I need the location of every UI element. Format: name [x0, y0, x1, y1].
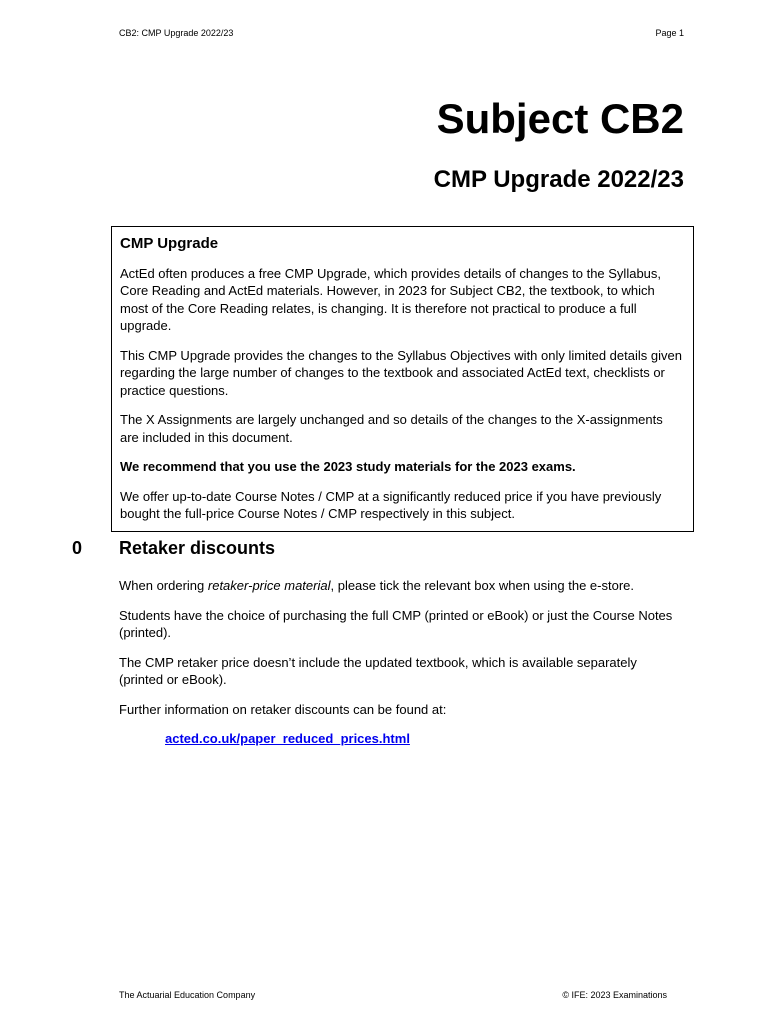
box-title: CMP Upgrade: [120, 235, 219, 252]
section-paragraph-3: The CMP retaker price doesn’t include the updated textbook, which is available separately (printed or eBook).: [119, 654, 637, 687]
section-title: Retaker discounts: [119, 538, 276, 558]
section-number: 0: [72, 538, 83, 558]
retaker-discounts-link[interactable]: acted.co.uk/paper_reduced_prices.html: [165, 731, 410, 746]
section-paragraph-2: Students have the choice of purchasing the full CMP (printed or eBook) or just the Course Notes (printed).: [119, 607, 673, 640]
cmp-upgrade-box: [111, 226, 694, 532]
box-paragraph-2: This CMP Upgrade provides the changes to the Syllabus Objectives with only limited details given regarding the large number of changes to the textbook and associated ActEd text, checklists or practice questions.: [120, 347, 682, 398]
page-title: Subject CB2: [436, 95, 684, 142]
paragraph-text: When ordering: [119, 578, 208, 593]
page-subtitle: CMP Upgrade 2022/23: [433, 166, 684, 193]
section-body: [119, 577, 679, 748]
box-paragraph-1: ActEd often produces a free CMP Upgrade, which provides details of changes to the Syllabus, Core Reading and ActEd materials. However, in 2023 for Subject CB2, the textbook, to which most of the Core Reading relates, is changing. It is therefore not practical to produce a full upgrade.: [120, 265, 662, 333]
footer-company: The Actuarial Education Company: [119, 990, 256, 1000]
header-doc-title: CB2: CMP Upgrade 2022/23: [119, 28, 234, 38]
header-page-number: Page 1: [655, 28, 684, 38]
paragraph-text: , please tick the relevant box when using the e-store.: [330, 578, 634, 593]
box-paragraph-3: The X Assignments are largely unchanged and so details of the changes to the X-assignments are included in this document.: [120, 412, 663, 445]
section-paragraph-4: Further information on retaker discounts can be found at:: [119, 701, 447, 717]
box-recommendation: We recommend that you use the 2023 study materials for the 2023 exams.: [120, 459, 576, 474]
italic-term: retaker-price material: [207, 578, 331, 593]
footer-copyright: © IFE: 2023 Examinations: [562, 990, 667, 1000]
box-paragraph-5: We offer up-to-date Course Notes / CMP at a significantly reduced price if you have previously bought the full-price Course Notes / CMP respectively in this subject.: [120, 488, 662, 521]
section-paragraph-1: [119, 577, 679, 595]
